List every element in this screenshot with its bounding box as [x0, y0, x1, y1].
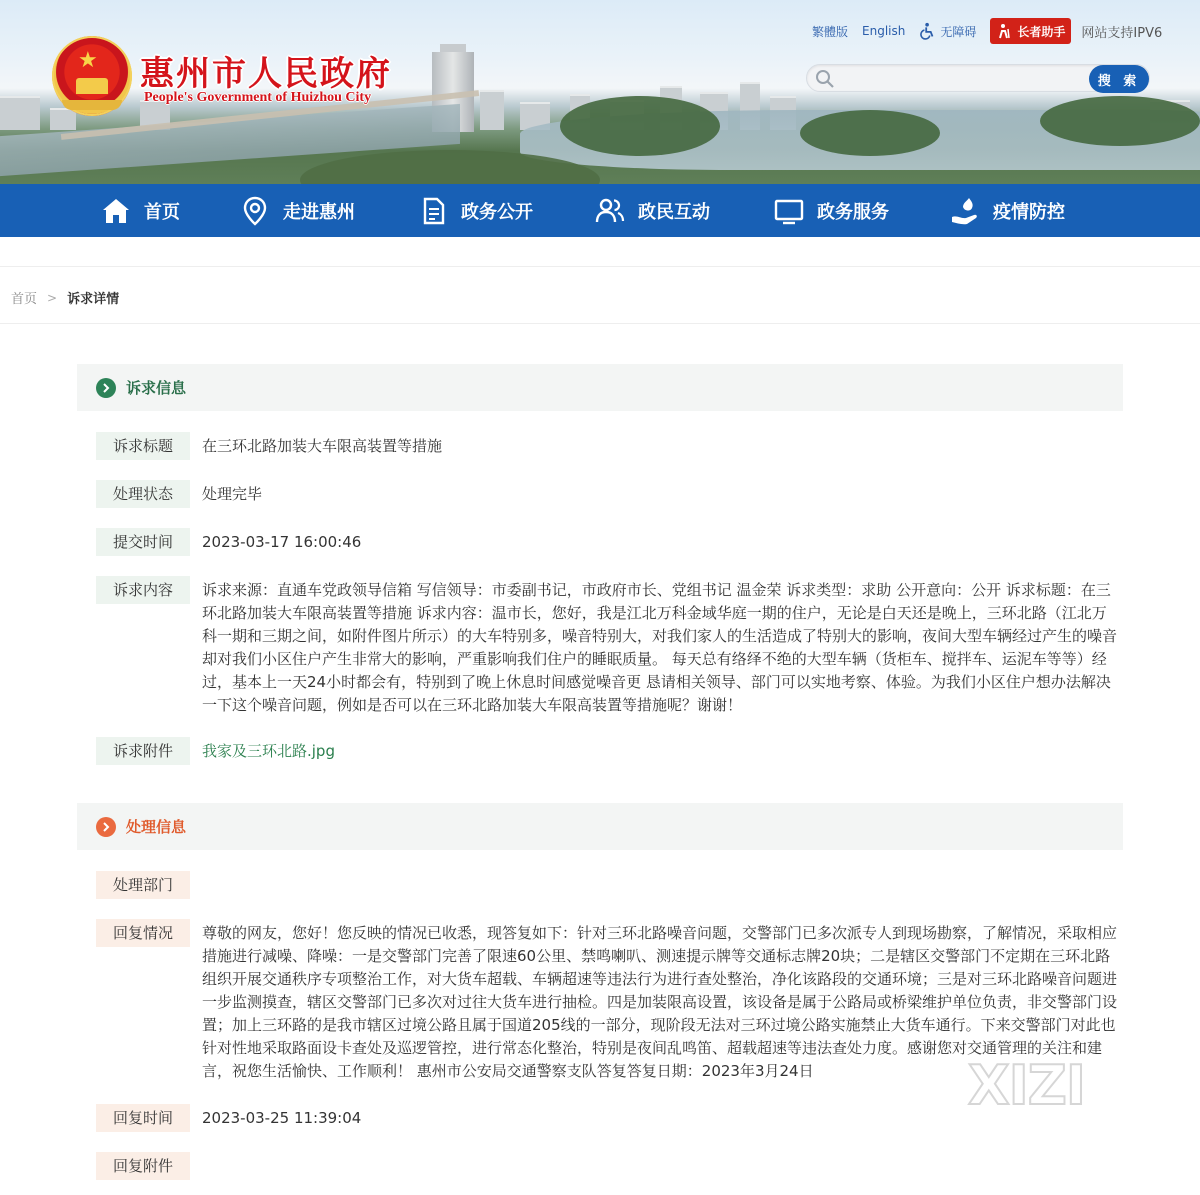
national-emblem-logo[interactable]: ★: [52, 36, 132, 116]
reply-value: 尊敬的网友，您好！您反映的情况已收悉，现答复如下：针对三环北路噪音问题，交警部门已多次派专人到现场勘察，了解情况，采取相应措施进行减噪、降噪：一是交警部门完善了限速60公里、禁鸣喇叭、测速提示牌等交通标志牌20块；二是辖区交警部门不定期在三环北路组织开展交通秩序专项整治工作，对大货车超载、车辆超速等违法行为进行查处整治，净化该路段的交通环境；三是对三环北路噪音问题进一步监测摸查，辖区交警部门已多次对过往大货车进行抽检。四是加装限高设置，该设备是属于公路局或桥梁维护单位负责，非交警部门设置；加上三环路的是我市辖区过境公路且属于国道205线的一部分，现阶段无法对三环过境公路实施禁止大货车通行。下来交警部门对此也针对性地采取路面设卡查处及巡逻管控，进行常态化整治，特别是夜间乱鸣笛、超载超速等违法查处力度。感谢您对交通管理的关注和建言，祝您生活愉快、工作顺利！ 惠州市公安局交通警察支队答复答复日期：2023年3月24日: [202, 924, 1118, 1080]
search-input[interactable]: [839, 68, 1089, 88]
accessibility-link[interactable]: [919, 22, 976, 40]
field-label: 处理状态: [96, 480, 190, 508]
field-label: 诉求标题: [96, 432, 190, 460]
nav-label: 疫情防控: [993, 201, 1065, 223]
accessibility-label: 无障碍: [940, 24, 977, 39]
search-button[interactable]: 搜 索: [1089, 65, 1149, 93]
site-subtitle: People's Government of Huizhou City: [144, 90, 372, 105]
handling-info-header: [77, 803, 1123, 850]
nav-item-interaction[interactable]: [594, 184, 710, 237]
field-label: 回复情况: [96, 919, 190, 947]
monitor-icon: [773, 195, 805, 227]
nav-label: 政务公开: [461, 201, 533, 223]
nav-item-gov-affairs[interactable]: [417, 184, 533, 237]
field-label: 诉求附件: [96, 737, 190, 765]
nav-item-home[interactable]: [100, 184, 180, 237]
nav-label: 政务服务: [817, 201, 889, 223]
nav-item-about-huizhou[interactable]: [239, 184, 355, 237]
field-label: 回复附件: [96, 1152, 190, 1180]
breadcrumb-current: 诉求详情: [67, 292, 120, 307]
chevron-right-icon: [96, 378, 116, 398]
chevron-right-icon: [96, 817, 116, 837]
english-link[interactable]: English: [862, 24, 906, 38]
reply-time-value: 2023-03-25 11:39:04: [202, 1109, 362, 1127]
breadcrumb-bar: [0, 266, 1200, 324]
nav-label: 政民互动: [638, 201, 710, 223]
status-value: 处理完毕: [202, 485, 263, 503]
field-label: 回复时间: [96, 1104, 190, 1132]
breadcrumb-separator: >: [47, 290, 58, 305]
breadcrumb: [11, 288, 119, 307]
nav-item-epidemic[interactable]: [949, 184, 1065, 237]
appeal-info-header: [77, 364, 1123, 411]
nav-label: 首页: [144, 201, 180, 223]
section-title: 诉求信息: [126, 379, 187, 397]
search-icon: [815, 69, 835, 89]
island: [800, 110, 940, 156]
appeal-attachment-row: [96, 737, 1126, 767]
island: [1040, 96, 1200, 146]
attachment-link[interactable]: 我家及三环北路.jpg: [202, 742, 335, 760]
main-nav: [0, 184, 1200, 237]
people-icon: [594, 195, 626, 227]
hand-care-icon: [949, 195, 981, 227]
nav-item-services[interactable]: [773, 184, 889, 237]
section-title: 处理信息: [126, 818, 187, 836]
elder-icon: [996, 23, 1012, 39]
field-label: 处理部门: [96, 871, 190, 899]
field-label: 诉求内容: [96, 576, 190, 604]
appeal-content-row: [96, 576, 1126, 722]
site-title[interactable]: 惠州市人民政府: [140, 54, 392, 94]
wheelchair-icon: [919, 22, 937, 40]
reply-attachment-row: [96, 1152, 1126, 1182]
island: [560, 96, 720, 156]
submit-time-row: [96, 528, 1126, 558]
elder-assistant-button[interactable]: [990, 18, 1071, 44]
status-row: [96, 480, 1126, 510]
appeal-title-row: [96, 432, 1126, 462]
traditional-chinese-link[interactable]: 繁體版: [812, 24, 849, 39]
nav-label: 走进惠州: [283, 201, 355, 223]
top-links: [812, 18, 1162, 44]
watermark: XIZI: [968, 1054, 1085, 1117]
handling-dept-row: [96, 871, 1126, 901]
home-icon: [100, 195, 132, 227]
appeal-title-value: 在三环北路加装大车限高装置等措施: [202, 437, 443, 455]
submit-time-value: 2023-03-17 16:00:46: [202, 533, 362, 551]
search-box: [806, 64, 1150, 92]
location-pin-icon: [239, 195, 271, 227]
ipv6-support-text: 网站支持IPV6: [1081, 25, 1163, 41]
field-label: 提交时间: [96, 528, 190, 556]
elder-assistant-label: 长者助手: [1017, 24, 1066, 39]
appeal-content-value: 诉求来源：直通车党政领导信箱 写信领导：市委副书记，市政府市长、党组书记 温金荣 诉求类型：求助 公开意向：公开 诉求标题：在三环北路加装大车限高装置等措施 诉求内容：温市长，您好，我是江北万科金域华庭一期的住户，无论是白天还是晚上，三环北路（江北万科一期和三期之间，如附件图片所示）的大车特别多，噪音特别大，对我们家人的生活造成了特别大的影响，夜间大型车辆经过产生的噪音却对我们小区住户产生非常大的影响，严重影响我们住户的睡眠质量。 每天总有络绎不绝的大型车辆（货柜车、搅拌车、运泥车等等）经过，基本上一天24小时都会有，特别到了晚上休息时间感觉噪音更 恳请相关领导、部门可以实地考察、体验。为我们小区住户想办法解决一下这个噪音问题，例如是否可以在三环北路加装大车限高装置等措施呢？谢谢！: [202, 581, 1118, 714]
breadcrumb-home-link[interactable]: 首页: [11, 292, 38, 307]
document-icon: [417, 195, 449, 227]
